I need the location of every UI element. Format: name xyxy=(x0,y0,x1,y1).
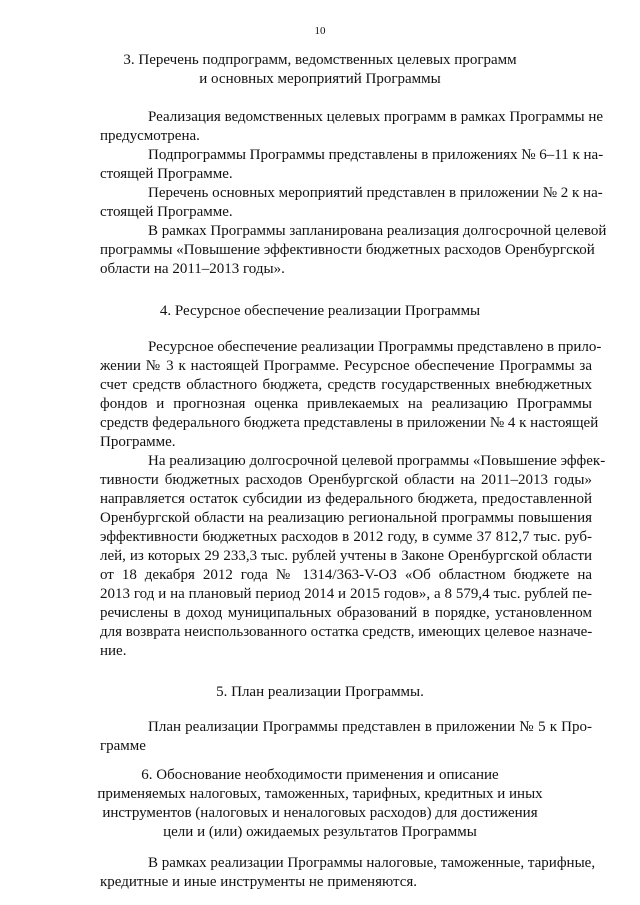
section-4-paragraph-line: счет средств областного бюджета, средств государственных внебюджетных xyxy=(100,377,592,393)
section-4-paragraph-line: На реализацию долгосрочной целевой программы «Повышение эффек- xyxy=(148,453,606,469)
section-3-paragraph-line: стоящей Программе. xyxy=(100,204,233,220)
section-4-paragraph-line: речислены в доход муниципальных образований в порядке, установленном xyxy=(100,605,592,621)
section-6-heading-line-3: инструментов (налоговых и неналоговых расходов) для достижения xyxy=(102,805,538,821)
section-4-paragraph-line: лей, из которых 29 233,3 тыс. рублей учтены в Законе Оренбургской области xyxy=(100,548,592,564)
section-5-paragraph-line: План реализации Программы представлен в приложении № 5 к Про- xyxy=(148,719,592,735)
section-4-paragraph-line: фондов и прогнозная оценка привлекаемых на реализацию Программы xyxy=(100,396,592,412)
section-4-paragraph-line: средств федерального бюджета представлены в приложении № 4 к настоящей xyxy=(100,415,599,431)
section-6-heading-line-4: цели и (или) ожидаемых результатов Программы xyxy=(163,824,477,840)
section-3-paragraph-line: стоящей Программе. xyxy=(100,166,233,182)
section-6-paragraph-line: кредитные и иные инструменты не применяются. xyxy=(100,874,418,890)
section-3-paragraph-line: В рамках Программы запланирована реализация долгосрочной целевой xyxy=(148,223,607,239)
section-4-paragraph-line: для возврата неиспользованного остатка средств, имеющих целевое назначе- xyxy=(100,624,593,640)
section-4-paragraph-line: жении № 3 к настоящей Программе. Ресурсное обеспечение Программы за xyxy=(100,358,592,374)
section-3-paragraph-line: Подпрограммы Программы представлены в приложениях № 6–11 к на- xyxy=(148,147,604,163)
section-3-paragraph-line: предусмотрена. xyxy=(100,128,200,144)
section-4-paragraph-line: эффективности бюджетных расходов в 2012 году, в сумме 37 812,7 тыс. руб- xyxy=(100,529,592,545)
section-4-paragraph-line: 2013 год и на плановый период 2014 и 2015 годов», а 8 579,4 тыс. рублей пе- xyxy=(100,586,592,602)
section-4-paragraph-line: Программе. xyxy=(100,434,176,450)
section-5-heading: 5. План реализации Программы. xyxy=(216,684,424,700)
section-3-heading-line-1: 3. Перечень подпрограмм, ведомственных целевых программ xyxy=(123,52,517,68)
section-3-paragraph-line: области на 2011–2013 годы». xyxy=(100,261,285,277)
section-4-paragraph-line: Оренбургской области на реализацию региональной программы повышения xyxy=(100,510,592,526)
section-3-paragraph-line: Перечень основных мероприятий представлен в приложении № 2 к на- xyxy=(148,185,603,201)
section-5-paragraph-line: грамме xyxy=(100,738,146,754)
section-4-paragraph-line: от 18 декабря 2012 года № 1314/363-V-ОЗ «Об областном бюджете на xyxy=(100,567,592,583)
section-3-paragraph-line: Реализация ведомственных целевых программ в рамках Программы не xyxy=(148,109,604,125)
section-3-paragraph-line: программы «Повышение эффективности бюджетных расходов Оренбургской xyxy=(100,242,595,258)
section-4-paragraph-line: ние. xyxy=(100,643,127,659)
section-6-heading-line-1: 6. Обоснование необходимости применения и описание xyxy=(141,767,499,783)
section-4-paragraph-line: Ресурсное обеспечение реализации Программы представлено в прило- xyxy=(148,339,602,355)
page-number: 10 xyxy=(314,25,326,37)
section-6-paragraph-line: В рамках реализации Программы налоговые, таможенные, тарифные, xyxy=(148,855,596,871)
section-6-heading-line-2: применяемых налоговых, таможенных, тарифных, кредитных и иных xyxy=(97,786,543,802)
section-4-heading: 4. Ресурсное обеспечение реализации Программы xyxy=(159,303,481,319)
section-4-paragraph-line: тивности бюджетных расходов Оренбургской области на 2011–2013 годы» xyxy=(100,472,592,488)
section-4-paragraph-line: направляется остаток субсидии из федерального бюджета, предоставленной xyxy=(100,491,592,507)
section-3-heading-line-2: и основных мероприятий Программы xyxy=(199,71,441,87)
